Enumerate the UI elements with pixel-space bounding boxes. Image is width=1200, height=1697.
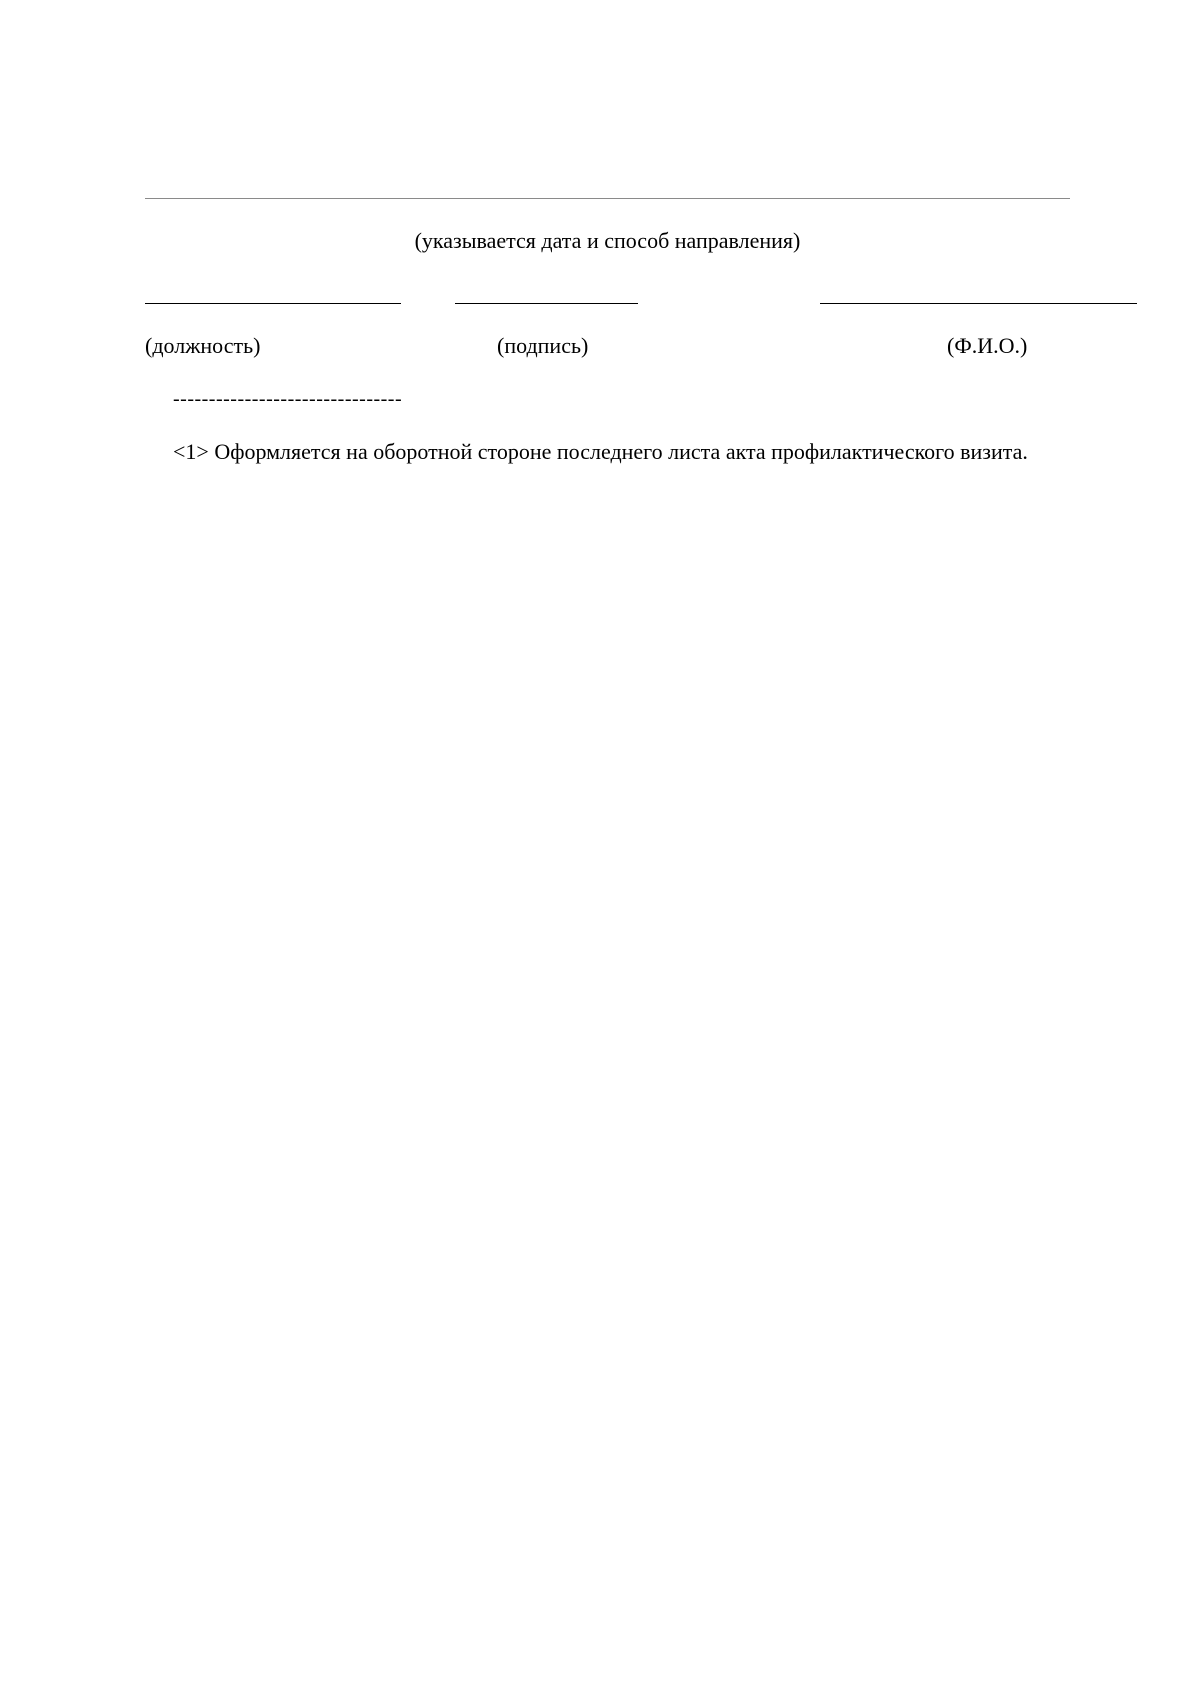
- name-signature-line: [820, 303, 1137, 304]
- full-name-label: (Ф.И.О.): [947, 333, 1028, 358]
- dispatch-caption: (указывается дата и способ направления): [414, 228, 801, 253]
- footnote-separator: --------------------------------: [173, 388, 403, 410]
- position-label: (должность): [145, 333, 261, 358]
- signature-line: [455, 303, 638, 304]
- signature-label: (подпись): [497, 333, 589, 358]
- dispatch-info-line: [145, 198, 1070, 199]
- footnote-text: <1> Оформляется на оборотной стороне последнего листа акта профилактического визита.: [173, 439, 1028, 464]
- position-signature-line: [145, 303, 401, 304]
